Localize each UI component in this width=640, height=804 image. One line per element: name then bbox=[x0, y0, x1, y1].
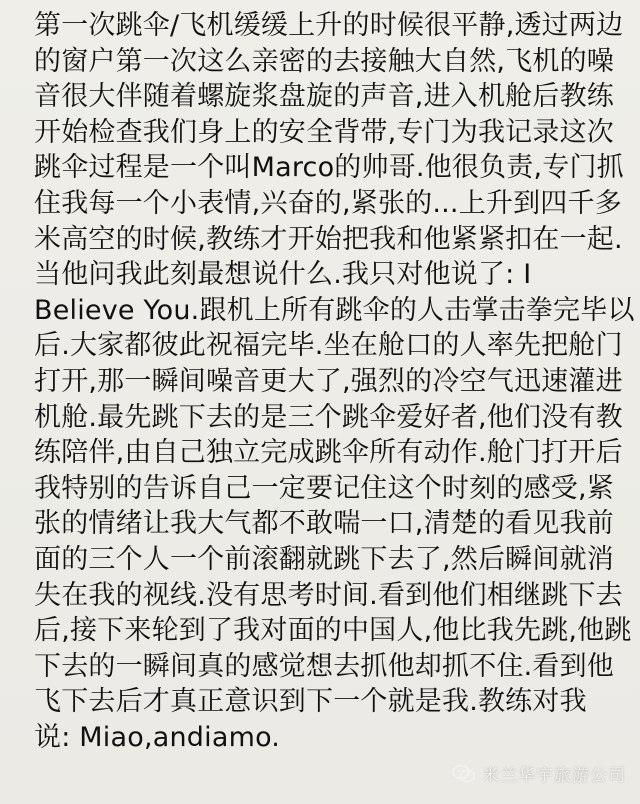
text-line: 的窗户第一次这么亲密的去接触大自然,飞机的噪 bbox=[34, 45, 614, 77]
wechat-icon bbox=[452, 764, 476, 784]
text-line: 住我每一个小表情,兴奋的,紧张的...上升到四千多 bbox=[34, 187, 622, 219]
text-line: 打开,那一瞬间噪音更大了,强烈的冷空气迅速灌进 bbox=[34, 365, 623, 397]
text-line: 张的情绪让我大气都不敢喘一口,清楚的看见我前 bbox=[34, 508, 614, 540]
watermark bbox=[452, 761, 626, 786]
text-line: 面的三个人一个前滚翻就跳下去了,然后瞬间就消 bbox=[34, 543, 614, 575]
text-line: 我特别的告诉自己一定要记住这个时刻的感受,紧 bbox=[34, 472, 614, 504]
text-line: 飞下去后才真正意识到下一个就是我.教练对我 bbox=[34, 686, 587, 718]
watermark-text: 米兰华宇旅游公司 bbox=[482, 766, 626, 786]
body-text bbox=[34, 8, 634, 755]
text-line: 失在我的视线.没有思考时间.看到他们相继跳下去 bbox=[34, 579, 623, 611]
text-line: 后.大家都彼此祝福完毕.坐在舱口的人率先把舱门 bbox=[34, 330, 623, 362]
text-line: 机舱.最先跳下去的是三个跳伞爱好者,他们没有教 bbox=[34, 401, 623, 433]
text-line: 练陪伴,由自己独立完成跳伞所有动作.舱门打开后 bbox=[34, 437, 623, 469]
text-line: 当他问我此刻最想说什么.我只对他说了: I bbox=[34, 259, 532, 291]
text-line: 音很大伴随着螺旋浆盘旋的声音,进入机舱后教练 bbox=[34, 81, 614, 113]
text-line: 下去的一瞬间真的感觉想去抓他却抓不住.看到他 bbox=[34, 650, 614, 682]
text-line: 开始检查我们身上的安全背带,专门为我记录这次 bbox=[34, 116, 614, 148]
text-line: 说: Miao,andiamo. bbox=[34, 721, 281, 753]
text-line: 米高空的时候,教练才开始把我和他紧紧扣在一起. bbox=[34, 223, 623, 255]
text-line: 跳伞过程是一个叫Marco的帅哥.他很负责,专门抓 bbox=[34, 152, 624, 184]
text-line: 第一次跳伞/飞机缓缓上升的时候很平静,透过两边 bbox=[34, 10, 624, 41]
text-line: 后,接下来轮到了我对面的中国人,他比我先跳,他跳 bbox=[34, 615, 632, 647]
text-line: Believe You.跟机上所有跳伞的人击掌击拳完毕以 bbox=[34, 294, 635, 326]
